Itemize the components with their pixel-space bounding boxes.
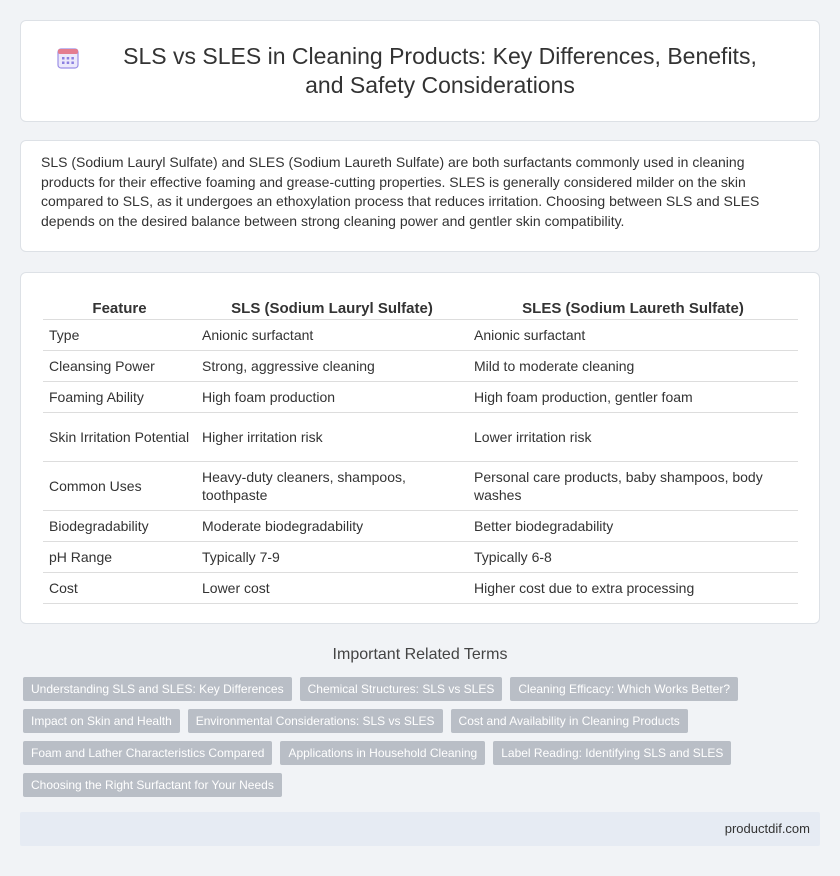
table-cell: Skin Irritation Potential bbox=[43, 412, 196, 461]
footer-site-name[interactable]: productdif.com bbox=[724, 821, 810, 836]
table-cell: Cleansing Power bbox=[43, 350, 196, 381]
comparison-table bbox=[43, 295, 798, 604]
related-terms-list bbox=[23, 677, 823, 797]
table-cell: Lower irritation risk bbox=[468, 412, 798, 461]
related-term-tag[interactable]: Choosing the Right Surfactant for Your Needs bbox=[23, 773, 282, 797]
table-cell: Moderate biodegradability bbox=[196, 510, 468, 541]
table-cell: Heavy-duty cleaners, shampoos, toothpaste bbox=[196, 461, 468, 510]
footer bbox=[20, 812, 820, 846]
table-row bbox=[43, 541, 798, 572]
table-row bbox=[43, 350, 798, 381]
table-header-row bbox=[43, 295, 798, 319]
table-cell: Typically 6-8 bbox=[468, 541, 798, 572]
table-row bbox=[43, 412, 798, 461]
table-cell: Strong, aggressive cleaning bbox=[196, 350, 468, 381]
table-cell: Type bbox=[43, 319, 196, 350]
table-row bbox=[43, 461, 798, 510]
related-term-tag[interactable]: Understanding SLS and SLES: Key Differences bbox=[23, 677, 292, 701]
related-term-tag[interactable]: Label Reading: Identifying SLS and SLES bbox=[493, 741, 731, 765]
table-cell: High foam production bbox=[196, 381, 468, 412]
table-cell: Mild to moderate cleaning bbox=[468, 350, 798, 381]
related-term-tag[interactable]: Foam and Lather Characteristics Compared bbox=[23, 741, 272, 765]
comparison-table-card bbox=[20, 272, 820, 624]
table-row bbox=[43, 319, 798, 350]
table-cell: Cost bbox=[43, 572, 196, 603]
table-cell: pH Range bbox=[43, 541, 196, 572]
related-term-tag[interactable]: Applications in Household Cleaning bbox=[280, 741, 485, 765]
table-cell: Lower cost bbox=[196, 572, 468, 603]
related-term-tag[interactable]: Impact on Skin and Health bbox=[23, 709, 180, 733]
column-header-sles: SLES (Sodium Laureth Sulfate) bbox=[468, 295, 798, 319]
related-term-tag[interactable]: Cost and Availability in Cleaning Products bbox=[451, 709, 688, 733]
column-header-sls: SLS (Sodium Lauryl Sulfate) bbox=[196, 295, 468, 319]
table-cell: Better biodegradability bbox=[468, 510, 798, 541]
header-card bbox=[20, 20, 820, 122]
related-terms-title: Important Related Terms bbox=[332, 646, 508, 663]
table-cell: Higher cost due to extra processing bbox=[468, 572, 798, 603]
table-row bbox=[43, 510, 798, 541]
table-cell: High foam production, gentler foam bbox=[468, 381, 798, 412]
table-cell: Common Uses bbox=[43, 461, 196, 510]
table-cell: Biodegradability bbox=[43, 510, 196, 541]
related-term-tag[interactable]: Environmental Considerations: SLS vs SLES bbox=[188, 709, 443, 733]
related-term-tag[interactable]: Chemical Structures: SLS vs SLES bbox=[300, 677, 503, 701]
intro-card bbox=[20, 140, 820, 252]
column-header-feature: Feature bbox=[43, 295, 196, 319]
table-cell: Anionic surfactant bbox=[196, 319, 468, 350]
table-cell: Anionic surfactant bbox=[468, 319, 798, 350]
intro-paragraph: SLS (Sodium Lauryl Sulfate) and SLES (Sodium Laureth Sulfate) are both surfactants commonly used in cleaning products for their effective foaming and grease-cutting properties. SLES is generally considered milder on the skin compared to SLS, as it undergoes an ethoxylation process that reduces irritation. Choosing between SLS and SLES depends on the desired balance between strong cleaning power and gentler skin compatibility. bbox=[41, 154, 760, 229]
table-cell: Higher irritation risk bbox=[196, 412, 468, 461]
table-row bbox=[43, 381, 798, 412]
page-title: SLS vs SLES in Cleaning Products: Key Differences, Benefits, and Safety Considerations bbox=[123, 43, 757, 98]
table-row bbox=[43, 572, 798, 603]
table-cell: Typically 7-9 bbox=[196, 541, 468, 572]
table-cell: Foaming Ability bbox=[43, 381, 196, 412]
table-cell: Personal care products, baby shampoos, body washes bbox=[468, 461, 798, 510]
related-term-tag[interactable]: Cleaning Efficacy: Which Works Better? bbox=[510, 677, 738, 701]
